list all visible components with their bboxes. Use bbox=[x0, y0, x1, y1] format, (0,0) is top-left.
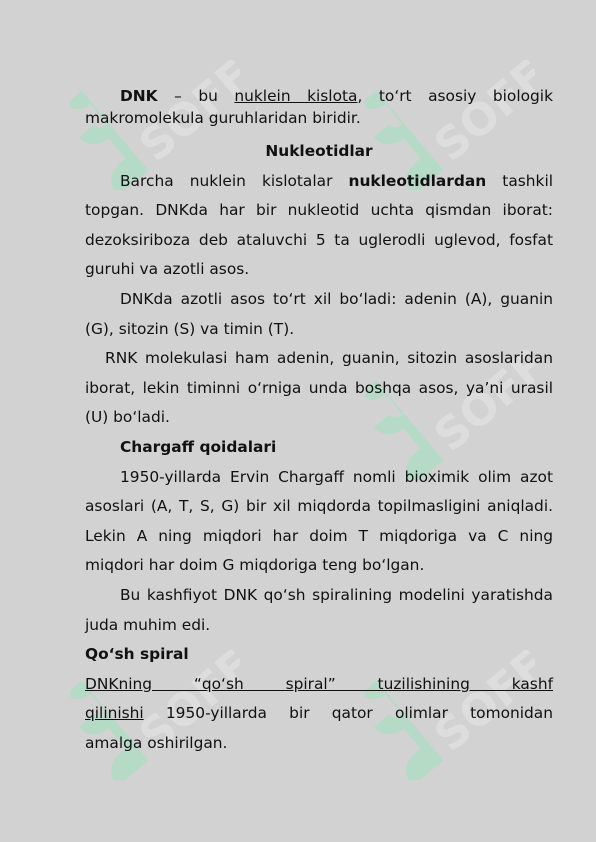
heading-chargaff: Chargaff qoidalari bbox=[120, 437, 277, 456]
svg-text:SOFF: SOFF bbox=[130, 650, 240, 762]
para1-before: Barcha nuklein kislotalar bbox=[120, 171, 349, 190]
svg-text:SOFF: SOFF bbox=[425, 650, 535, 762]
para1-after: tashkil topgan. DNKda har bir nukleotid uchta qismdan iborat: dezoksiriboza deb ataluvchi 5 ta uglerodli uglevod, fosfat guruhi va azotli asos. bbox=[85, 171, 553, 279]
para6-line3: amalga oshirilgan. bbox=[85, 733, 228, 752]
paragraph-5: Bu kashfiyot DNK qo‘sh spiralining modelini yaratishda juda muhim edi. bbox=[85, 585, 553, 634]
document-body bbox=[85, 85, 553, 758]
heading-helix: Qo‘sh spiral bbox=[85, 645, 189, 664]
paragraph-3: RNK molekulasi ham adenin, guanin, sitozin asoslaridan iborat, lekin timinni o‘rniga unda boshqa asos, ya’ni urasil (U) bo‘ladi. bbox=[85, 349, 553, 427]
para6-line2-rest: 1950-yillarda bir qator olimlar tomonidan bbox=[143, 704, 553, 723]
paragraph-4: 1950-yillarda Ervin Chargaff nomli bioximik olim azot asoslari (A, T, S, G) bir xil miqdorda topilmasligini aniqladi. Lekin A ning miqdori har doim T miqdoriga va C ning miqdori har doim G miqdoriga teng bo‘lgan. bbox=[85, 467, 553, 575]
intro-rest: , to‘rt asosiy biologik makromolekula guruhlaridan biridir. bbox=[85, 87, 553, 127]
svg-text:SOFF: SOFF bbox=[130, 60, 240, 172]
term-dnk: DNK bbox=[120, 87, 158, 105]
paragraph-2: DNKda azotli asos to‘rt xil bo‘ladi: adenin (A), guanin (G), sitozin (S) va timin (T). bbox=[85, 289, 553, 338]
para6-line1[interactable]: DNKning “qo‘sh spiral” tuzilishining kashf bbox=[85, 674, 553, 693]
paragraph-1 bbox=[85, 167, 553, 285]
heading-nucleotides: Nukleotidlar bbox=[265, 142, 373, 160]
svg-text:SOFF: SOFF bbox=[425, 60, 535, 172]
para1-bold: nukleotidlardan bbox=[348, 171, 487, 190]
svg-text:SOFF: SOFF bbox=[425, 350, 535, 462]
paragraph-6 bbox=[85, 670, 553, 759]
nuklein-kislota-link[interactable]: nuklein kislota bbox=[234, 87, 358, 105]
para6-line2 bbox=[85, 699, 553, 729]
para6-line2-underlined[interactable]: qilinishi bbox=[85, 704, 144, 723]
intro-paragraph bbox=[85, 85, 553, 129]
intro-dash: – bu bbox=[157, 87, 235, 105]
